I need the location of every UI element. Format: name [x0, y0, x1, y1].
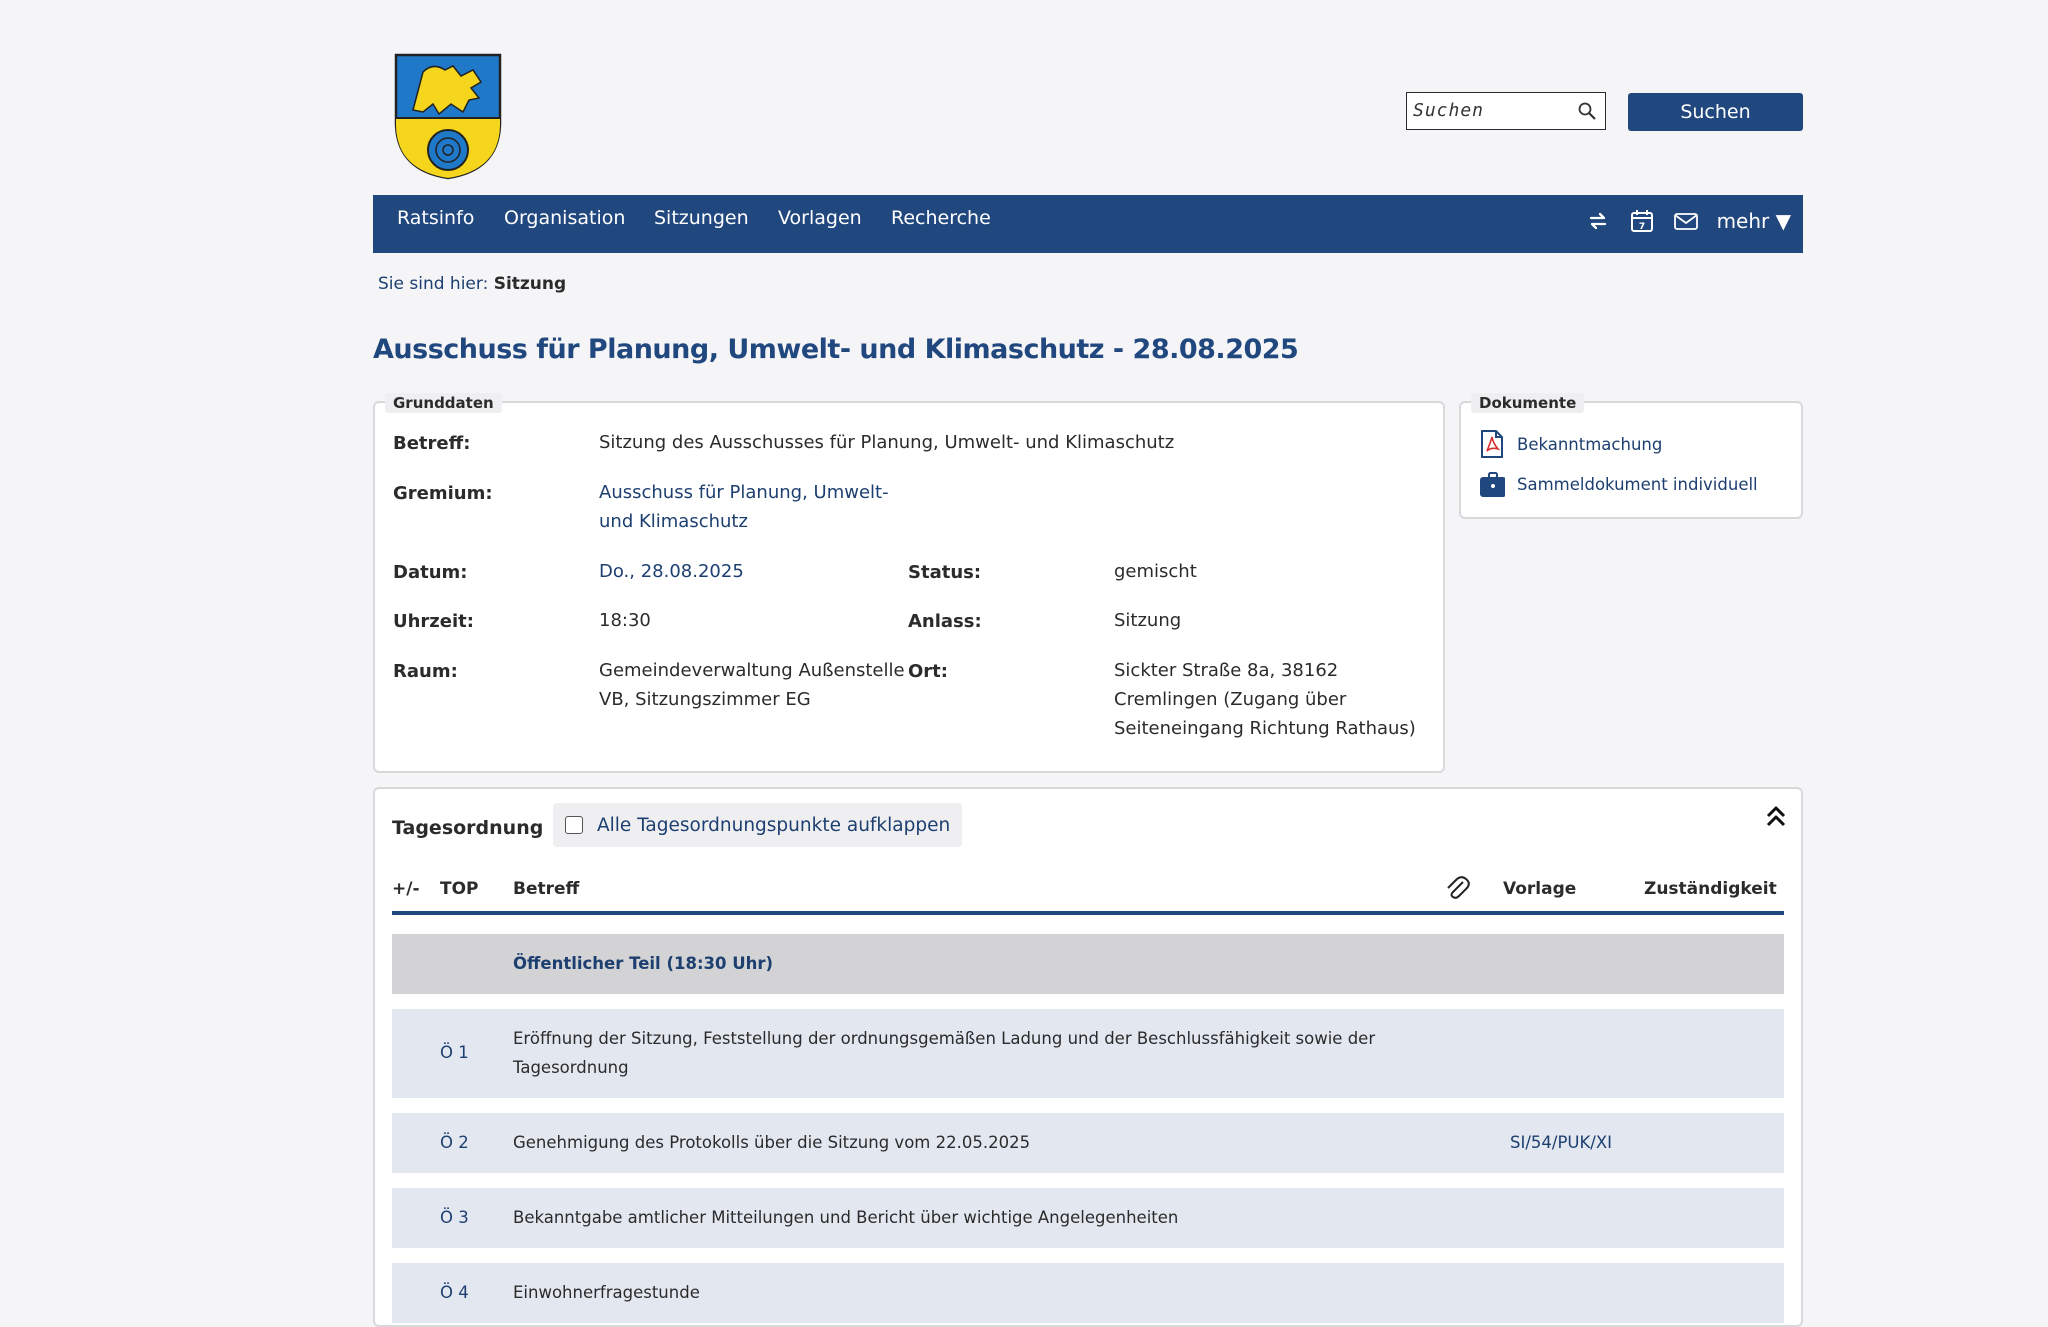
pdf-icon — [1479, 429, 1505, 459]
nav-item-ratsinfo[interactable]: Ratsinfo — [397, 207, 475, 229]
column-header-zustaendigkeit: Zuständigkeit — [1644, 879, 1777, 899]
agenda-section-row — [392, 934, 1784, 994]
mail-icon[interactable] — [1673, 208, 1699, 234]
document-label: Bekanntmachung — [1517, 434, 1663, 454]
document-link-bekanntmachung[interactable] — [1479, 429, 1662, 459]
gremium-line-2: und Klimaschutz — [599, 511, 748, 532]
breadcrumb-current: Sitzung — [493, 274, 567, 294]
betreff-value: Sitzung des Ausschusses für Planung, Umwelt- und Klimaschutz — [599, 432, 1175, 453]
breadcrumb — [378, 274, 566, 294]
agenda-top-number[interactable]: Ö 4 — [440, 1283, 469, 1302]
agenda-row[interactable] — [392, 1263, 1784, 1323]
nav-tools — [1585, 208, 1791, 234]
agenda-row[interactable] — [392, 1113, 1784, 1173]
agenda-subject: Genehmigung des Protokolls über die Sitzung vom 22.05.2025 — [513, 1133, 1031, 1152]
agenda-title: Tagesordnung — [392, 817, 544, 839]
raum-value — [599, 656, 905, 714]
anlass-label: Anlass: — [908, 611, 982, 632]
main-navigation — [373, 195, 1803, 253]
more-menu[interactable]: mehr ▼ — [1716, 209, 1791, 233]
nav-item-sitzungen[interactable]: Sitzungen — [654, 207, 749, 229]
search-button[interactable]: Suchen — [1628, 93, 1803, 131]
agenda-top-number[interactable]: Ö 2 — [440, 1133, 469, 1152]
search-input[interactable] — [1407, 93, 1579, 127]
nav-item-recherche[interactable]: Recherche — [891, 207, 991, 229]
paperclip-icon — [1443, 874, 1471, 902]
agenda-subject: Bekanntgabe amtlicher Mitteilungen und Bericht über wichtige Angelegenheiten — [513, 1208, 1179, 1227]
svg-text:7: 7 — [1638, 222, 1645, 232]
agenda-subject-line-2: Tagesordnung — [513, 1058, 629, 1077]
nav-item-vorlagen[interactable]: Vorlagen — [778, 207, 862, 229]
column-header-top: TOP — [440, 879, 479, 899]
municipal-coat-of-arms-logo[interactable] — [393, 52, 503, 180]
briefcase-icon — [1479, 469, 1505, 499]
section-title: Öffentlicher Teil (18:30 Uhr) — [513, 954, 774, 973]
tagesordnung-panel — [373, 787, 1803, 1327]
ort-line-3: Seiteneingang Richtung Rathaus) — [1114, 718, 1416, 739]
refresh-icon[interactable] — [1585, 208, 1611, 234]
uhrzeit-value: 18:30 — [599, 610, 651, 631]
status-value: gemischt — [1114, 561, 1197, 582]
ort-value — [1114, 656, 1416, 743]
expand-all-label: Alle Tagesordnungspunkte aufklappen — [597, 814, 951, 836]
column-header-vorlage: Vorlage — [1503, 879, 1577, 899]
status-label: Status: — [908, 562, 982, 583]
agenda-row[interactable] — [392, 1009, 1784, 1098]
document-label: Sammeldokument individuell — [1517, 474, 1758, 494]
agenda-subject — [513, 1024, 1413, 1082]
collapse-up-icon[interactable] — [1765, 803, 1787, 829]
header-divider — [392, 911, 1784, 915]
ort-label: Ort: — [908, 661, 948, 682]
gremium-link[interactable] — [599, 478, 889, 536]
datum-label: Datum: — [393, 562, 468, 583]
gremium-line-1: Ausschuss für Planung, Umwelt- — [599, 482, 889, 503]
raum-line-2: VB, Sitzungszimmer EG — [599, 689, 811, 710]
agenda-subject: Einwohnerfragestunde — [513, 1283, 700, 1302]
datum-link[interactable]: Do., 28.08.2025 — [599, 561, 744, 582]
agenda-top-number[interactable]: Ö 3 — [440, 1208, 469, 1227]
document-link-sammeldokument[interactable] — [1479, 469, 1758, 499]
search-icon[interactable] — [1577, 101, 1597, 121]
agenda-vorlage-link[interactable]: SI/54/PUK/XI — [1510, 1133, 1613, 1152]
column-header-toggle: +/- — [392, 879, 420, 899]
ort-line-2: Cremlingen (Zugang über — [1114, 689, 1347, 710]
ort-line-1: Sickter Straße 8a, 38162 — [1114, 660, 1339, 681]
agenda-top-number[interactable]: Ö 1 — [440, 1043, 469, 1062]
dokumente-panel — [1459, 394, 1803, 519]
page-title: Ausschuss für Planung, Umwelt- und Klimaschutz - 28.08.2025 — [373, 334, 1299, 365]
column-header-betreff: Betreff — [513, 879, 580, 899]
search-field-wrapper — [1406, 92, 1606, 130]
agenda-subject-line-1: Eröffnung der Sitzung, Feststellung der ordnungsgemäßen Ladung und der Beschlussfähigkeit sowie der — [513, 1029, 1376, 1048]
nav-item-organisation[interactable]: Organisation — [504, 207, 626, 229]
gremium-label: Gremium: — [393, 483, 493, 504]
raum-line-1: Gemeindeverwaltung Außenstelle — [599, 660, 905, 681]
raum-label: Raum: — [393, 661, 458, 682]
breadcrumb-prefix: Sie sind hier: — [378, 274, 489, 294]
dokumente-legend: Dokumente — [1471, 393, 1584, 413]
expand-all-checkbox[interactable] — [565, 816, 583, 834]
betreff-label: Betreff: — [393, 433, 471, 454]
grunddaten-panel — [373, 394, 1445, 773]
calendar-icon[interactable] — [1629, 208, 1655, 234]
agenda-row[interactable] — [392, 1188, 1784, 1248]
grunddaten-legend: Grunddaten — [385, 393, 502, 413]
anlass-value: Sitzung — [1114, 610, 1182, 631]
expand-all-toggle[interactable] — [553, 803, 962, 847]
uhrzeit-label: Uhrzeit: — [393, 611, 474, 632]
